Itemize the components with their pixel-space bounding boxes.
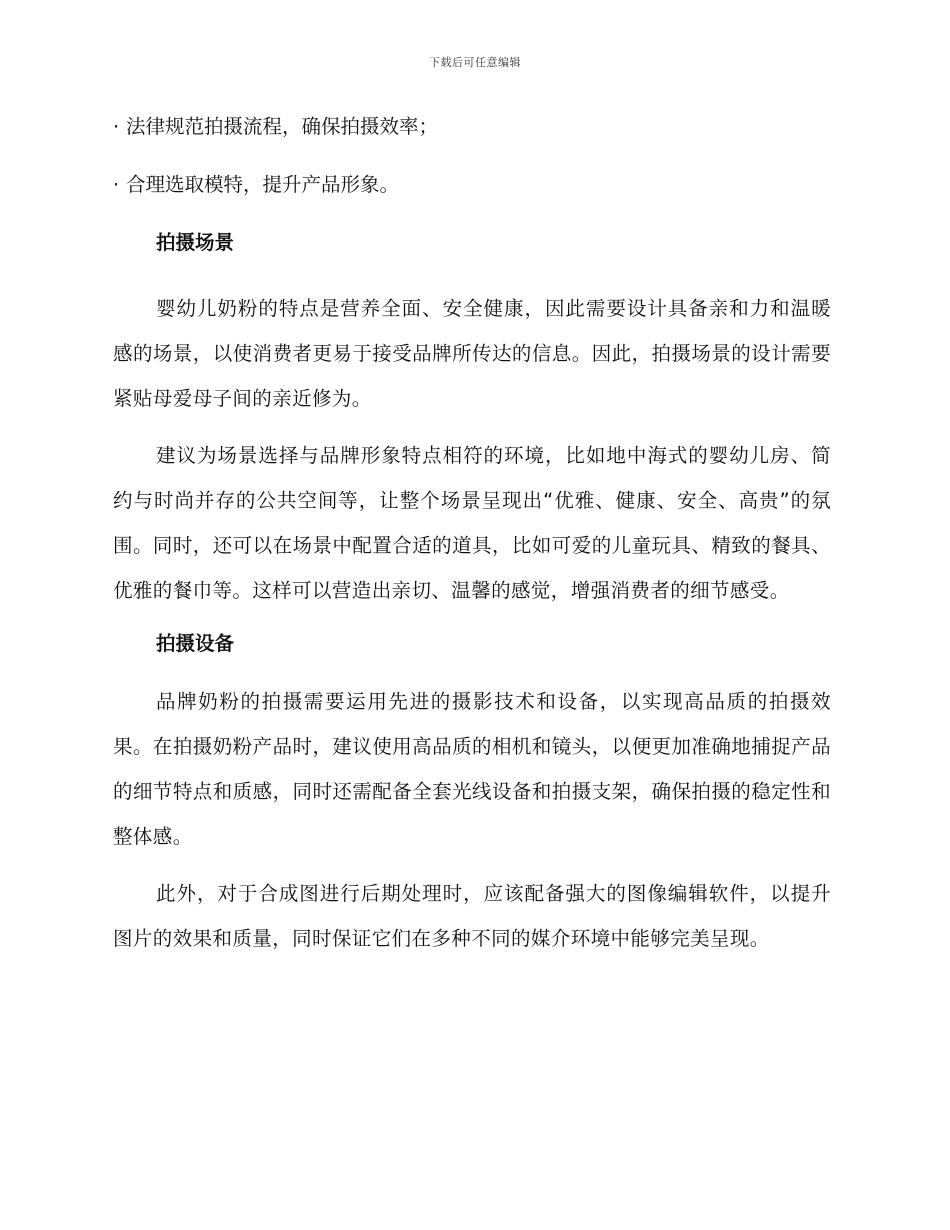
document-body	[113, 112, 831, 973]
page-header: 下载后可任意编辑	[429, 56, 521, 69]
bullet-item	[113, 170, 831, 200]
paragraph: 建议为场景选择与品牌形象特点相符的环境，比如地中海式的婴幼儿房、简约与时尚并存的公共空间等，让整个场景呈现出“优雅、健康、安全、高贵”的氛围。同时，还可以在场景中配置合适的道具，比如可爱的儿童玩具、精致的餐具、优雅的餐巾等。这样可以营造出亲切、温馨的感觉，增强消费者的细节感受。	[113, 444, 831, 602]
section-heading-equipment: 拍摄设备	[156, 632, 235, 655]
bullet-dot-icon: ·	[113, 173, 120, 196]
bullet-item	[113, 112, 831, 142]
bullet-text: 合理选取模特，提升产品形象。	[126, 173, 400, 196]
paragraph: 婴幼儿奶粉的特点是营养全面、安全健康，因此需要设计具备亲和力和温暖感的场景，以使消费者更易于接受品牌所传达的信息。因此，拍摄场景的设计需要紧贴母爱母子间的亲近修为。	[113, 297, 831, 410]
paragraph: 此外，对于合成图进行后期处理时，应该配备强大的图像编辑软件，以提升图片的效果和质量，同时保证它们在多种不同的媒介环境中能够完美呈现。	[113, 882, 831, 950]
paragraph: 品牌奶粉的拍摄需要运用先进的摄影技术和设备，以实现高品质的拍摄效果。在拍摄奶粉产品时，建议使用高品质的相机和镜头，以便更加准确地捕捉产品的细节特点和质感，同时还需配备全套光线设备和拍摄支架，确保拍摄的稳定性和整体感。	[113, 690, 831, 848]
bullet-dot-icon: ·	[113, 115, 120, 138]
section-heading-scene: 拍摄场景	[156, 231, 235, 254]
bullet-text: 法律规范拍摄流程，确保拍摄效率；	[126, 115, 439, 138]
